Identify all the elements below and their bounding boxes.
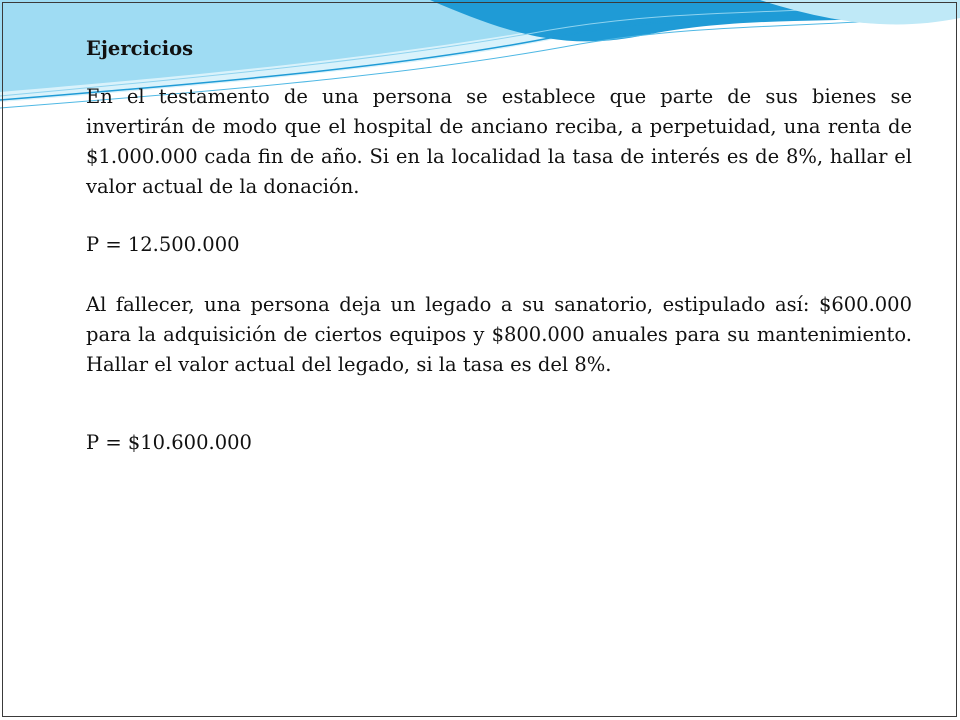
exercise-1-text: En el testamento de una persona se establece que parte de sus bienes se invertirán de modo que el hospital de anciano reciba, a perpetuidad, una renta de $1.000.000 cada fin de año. Si en la localidad la tasa de interés es de 8%, hallar el valor actual de la donación.	[86, 85, 912, 198]
slide-heading: Ejercicios	[86, 37, 194, 60]
exercise-2-answer: P = $10.600.000	[86, 431, 252, 454]
slide-content	[86, 34, 912, 458]
exercise-1-answer: P = 12.500.000	[86, 233, 240, 256]
exercise-2-text: Al fallecer, una persona deja un legado a su sanatorio, estipulado así: $600.000 para la adquisición de ciertos equipos y $800.000 anuales para su mantenimiento. Hallar el valor actual del legado, si la tasa es del 8%.	[86, 293, 912, 376]
